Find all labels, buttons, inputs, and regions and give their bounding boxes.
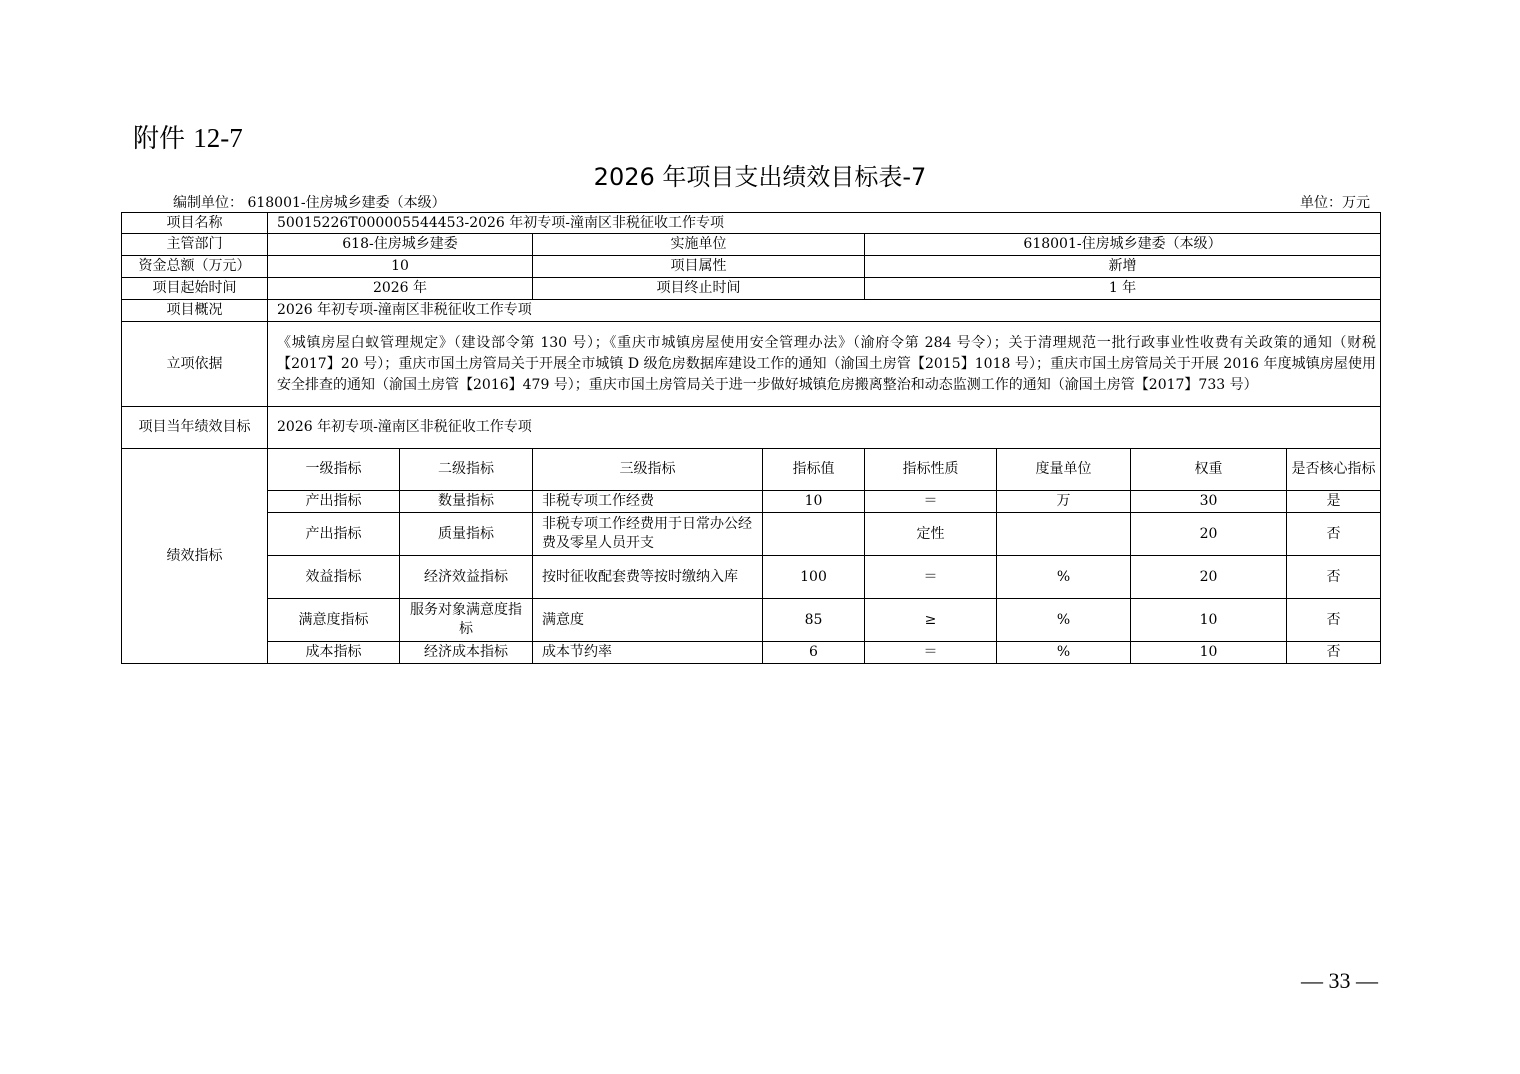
impl-label: 实施单位 — [533, 234, 865, 256]
table-row — [122, 642, 1381, 664]
org-label: 编制单位： — [173, 195, 243, 211]
table-row — [122, 491, 1381, 513]
cell-core: 否 — [1287, 642, 1381, 664]
cell-level1: 效益指标 — [268, 556, 400, 599]
header-level2: 二级指标 — [400, 449, 533, 491]
start-label: 项目起始时间 — [122, 278, 268, 300]
org-line — [173, 192, 446, 212]
indicator-header-row — [122, 449, 1381, 491]
header-level1: 一级指标 — [268, 449, 400, 491]
cell-weight: 30 — [1131, 491, 1287, 513]
header-value: 指标值 — [763, 449, 865, 491]
cell-level2: 经济效益指标 — [400, 556, 533, 599]
attachment-label — [133, 118, 243, 155]
end-label: 项目终止时间 — [533, 278, 865, 300]
overview-value: 2026 年初专项-潼南区非税征收工作专项 — [268, 300, 1381, 322]
fund-value: 10 — [268, 256, 533, 278]
header-nature: 指标性质 — [865, 449, 997, 491]
row-basis — [122, 322, 1381, 407]
attachment-word: 附件 — [133, 124, 186, 154]
cell-level3: 按时征收配套费等按时缴纳入库 — [533, 556, 763, 599]
cell-weight: 10 — [1131, 642, 1287, 664]
table-row — [122, 556, 1381, 599]
row-fund — [122, 256, 1381, 278]
basis-label: 立项依据 — [122, 322, 268, 407]
cell-value: 6 — [763, 642, 865, 664]
page-title: 2026 年项目支出绩效目标表-7 — [593, 163, 927, 191]
row-goal — [122, 407, 1381, 449]
cell-level2: 服务对象满意度指标 — [400, 599, 533, 642]
unit-text: 单位：万元 — [1300, 195, 1370, 211]
cell-core: 否 — [1287, 513, 1381, 556]
cell-core: 否 — [1287, 556, 1381, 599]
goal-label: 项目当年绩效目标 — [122, 407, 268, 449]
cell-unit — [997, 513, 1131, 556]
cell-level1: 满意度指标 — [268, 599, 400, 642]
header-unit: 度量单位 — [997, 449, 1131, 491]
row-overview — [122, 300, 1381, 322]
cell-unit: % — [997, 642, 1131, 664]
cell-nature: ＝ — [865, 491, 997, 513]
cell-level3: 非税专项工作经费 — [533, 491, 763, 513]
project-name-label: 项目名称 — [122, 213, 268, 234]
cell-level2: 质量指标 — [400, 513, 533, 556]
row-dept — [122, 234, 1381, 256]
cell-unit: % — [997, 556, 1131, 599]
cell-level2: 数量指标 — [400, 491, 533, 513]
impl-value: 618001-住房城乡建委（本级） — [865, 234, 1381, 256]
cell-level2: 经济成本指标 — [400, 642, 533, 664]
fund-label: 资金总额（万元） — [122, 256, 268, 278]
attr-label: 项目属性 — [533, 256, 865, 278]
cell-value: 100 — [763, 556, 865, 599]
header-core: 是否核心指标 — [1287, 449, 1381, 491]
header-weight: 权重 — [1131, 449, 1287, 491]
cell-level1: 产出指标 — [268, 513, 400, 556]
overview-label: 项目概况 — [122, 300, 268, 322]
cell-nature: ＝ — [865, 556, 997, 599]
dept-value: 618-住房城乡建委 — [268, 234, 533, 256]
cell-unit: % — [997, 599, 1131, 642]
dept-label: 主管部门 — [122, 234, 268, 256]
cell-value: 85 — [763, 599, 865, 642]
row-project-name — [122, 213, 1381, 234]
cell-core: 是 — [1287, 491, 1381, 513]
page-number: — 33 — — [1301, 968, 1378, 993]
performance-table — [121, 212, 1381, 664]
start-value: 2026 年 — [268, 278, 533, 300]
cell-core: 否 — [1287, 599, 1381, 642]
cell-weight: 10 — [1131, 599, 1287, 642]
cell-weight: 20 — [1131, 556, 1287, 599]
cell-level3: 满意度 — [533, 599, 763, 642]
cell-nature: 定性 — [865, 513, 997, 556]
cell-level1: 产出指标 — [268, 491, 400, 513]
cell-level3: 非税专项工作经费用于日常办公经费及零星人员开支 — [533, 513, 763, 556]
basis-value: 《城镇房屋白蚁管理规定》（建设部令第 130 号）；《重庆市城镇房屋使用安全管理办法》（渝府令第 284 号令）；关于清理规范一批行政事业性收费有关政策的通知（财税【2017】20 号）；重庆市国土房管局关于开展全市城镇 D 级危房数据库建设工作的通知（渝国土房管【2015】1018 号）；重庆市国土房管局关于开展 2016 年度城镇房屋使用安全排查的通知（渝国土房管【2016】479 号）；重庆市国土房管局关于进一步做好城镇危房搬离整治和动态监测工作的通知（渝国土房管【2017】733 号） — [268, 322, 1381, 407]
indicator-section-label: 绩效指标 — [122, 449, 268, 664]
cell-value — [763, 513, 865, 556]
org-value: 618001-住房城乡建委（本级） — [247, 195, 446, 211]
cell-nature: ≥ — [865, 599, 997, 642]
table-row — [122, 513, 1381, 556]
attr-value: 新增 — [865, 256, 1381, 278]
cell-nature: ＝ — [865, 642, 997, 664]
cell-weight: 20 — [1131, 513, 1287, 556]
header-level3: 三级指标 — [533, 449, 763, 491]
end-value: 1 年 — [865, 278, 1381, 300]
cell-unit: 万 — [997, 491, 1131, 513]
attachment-number: 12-7 — [193, 123, 243, 153]
row-time — [122, 278, 1381, 300]
cell-level3: 成本节约率 — [533, 642, 763, 664]
table-row — [122, 599, 1381, 642]
goal-value: 2026 年初专项-潼南区非税征收工作专项 — [268, 407, 1381, 449]
project-name-value: 50015226T000005544453-2026 年初专项-潼南区非税征收工作专项 — [268, 213, 1381, 234]
cell-value: 10 — [763, 491, 865, 513]
cell-level1: 成本指标 — [268, 642, 400, 664]
